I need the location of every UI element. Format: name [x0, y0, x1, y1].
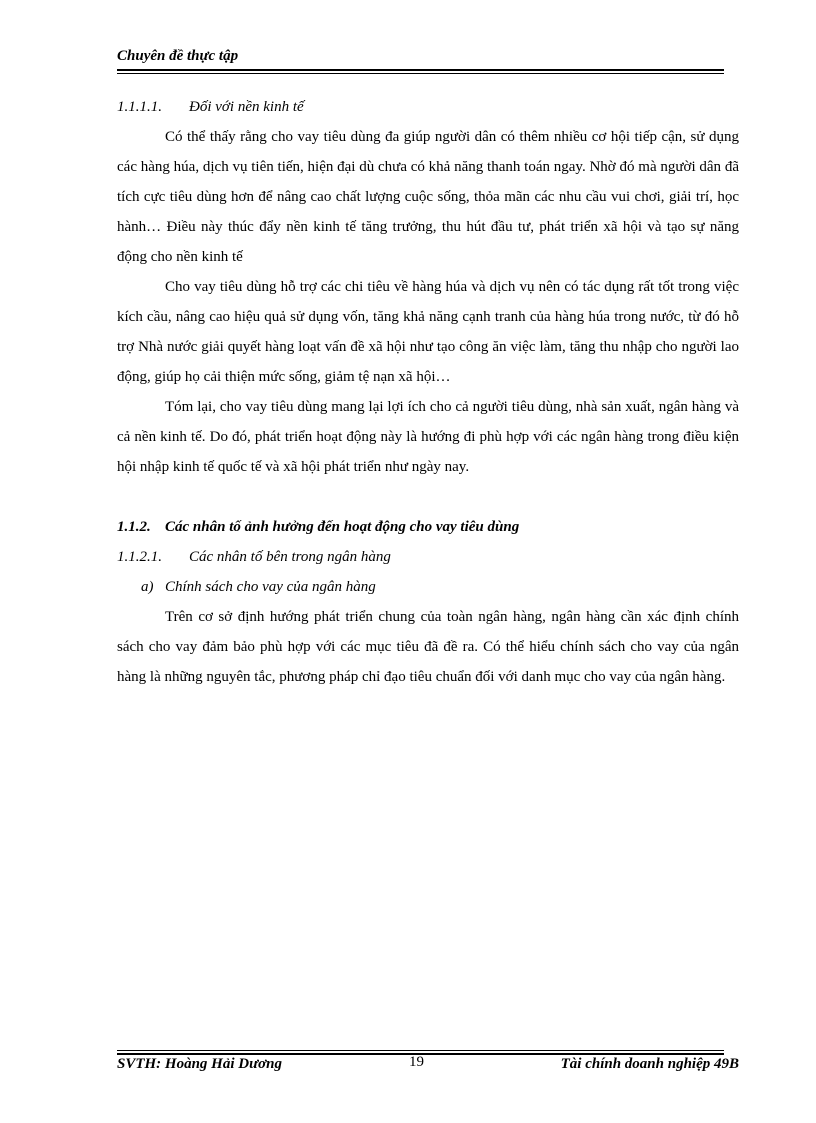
heading-number: 1.1.1.1.: [117, 99, 162, 115]
page-header-title: Chuyên đề thực tập: [117, 48, 239, 64]
list-marker: a): [141, 579, 154, 595]
heading-number: 1.1.2.1.: [117, 549, 162, 565]
paragraph: Tóm lại, cho vay tiêu dùng mang lại lợi ích cho cả người tiêu dùng, nhà sản xuất, ngân hàng và cả nền kinh tế. Do đó, phát triển hoạt động này là hướng đi phù hợp với các ngân hàng trong điều kiện hội nhập kinh tế quốc tế và xã hội phát triển như ngày nay.: [117, 399, 739, 475]
paragraph: Có thể thấy rằng cho vay tiêu dùng đa giúp người dân có thêm nhiều cơ hội tiếp cận, sử dụng các hàng húa, dịch vụ tiên tiến, hiện đại dù chưa có khả năng thanh toán ngay. Nhờ đó mà người dân đã tích cực tiêu dùng hơn để nâng cao chất lượng cuộc sống, thỏa mãn các nhu cầu vui chơi, giải trí, học hành… Điều này thúc đẩy nền kinh tế tăng trưởng, thu hút đầu tư, phát triển xã hội và tạo sự năng động cho nền kinh tế: [117, 129, 739, 265]
document-body: [117, 92, 739, 692]
heading-title: Các nhân tố bên trong ngân hàng: [189, 549, 391, 565]
subheading-a: [117, 572, 739, 602]
footer-author: SVTH: Hoàng Hải Dương: [117, 1056, 282, 1072]
paragraph: Trên cơ sở định hướng phát triển chung của toàn ngân hàng, ngân hàng cần xác định chính sách cho vay đảm bảo phù hợp với các mục tiêu đã đề ra. Có thể hiểu chính sách cho vay của ngân hàng là những nguyên tắc, phương pháp chỉ đạo tiêu chuẩn đối với danh mục cho vay của ngân hàng.: [117, 609, 739, 685]
spacer: [117, 482, 739, 512]
heading-title: Các nhân tố ảnh hưởng đến hoạt động cho vay tiêu dùng: [165, 519, 520, 535]
footer-class: Tài chính doanh nghiệp 49B: [560, 1056, 739, 1072]
subheading-title: Chính sách cho vay của ngân hàng: [165, 579, 376, 595]
header-rule-thick: [117, 69, 724, 71]
heading-title: Đối với nền kinh tế: [189, 99, 304, 115]
page-number: 19: [409, 1054, 424, 1070]
heading-1-1-2: [117, 512, 739, 542]
heading-1-1-2-1: [117, 542, 739, 572]
paragraph: Cho vay tiêu dùng hỗ trợ các chi tiêu về hàng húa và dịch vụ nên có tác dụng rất tốt trong việc kích cầu, nâng cao hiệu quả sử dụng vốn, tăng khả năng cạnh tranh của hàng húa trong nước, từ đó hỗ trợ Nhà nước giải quyết hàng loạt vấn đề xã hội như tạo công ăn việc làm, tăng thu nhập cho người lao động, giúp họ cải thiện mức sống, giảm tệ nạn xã hội…: [117, 279, 739, 385]
heading-1-1-1-1: [117, 92, 739, 122]
header-rule-thin: [117, 73, 724, 74]
heading-number: 1.1.2.: [117, 519, 151, 535]
footer-rule-thin: [117, 1050, 724, 1051]
